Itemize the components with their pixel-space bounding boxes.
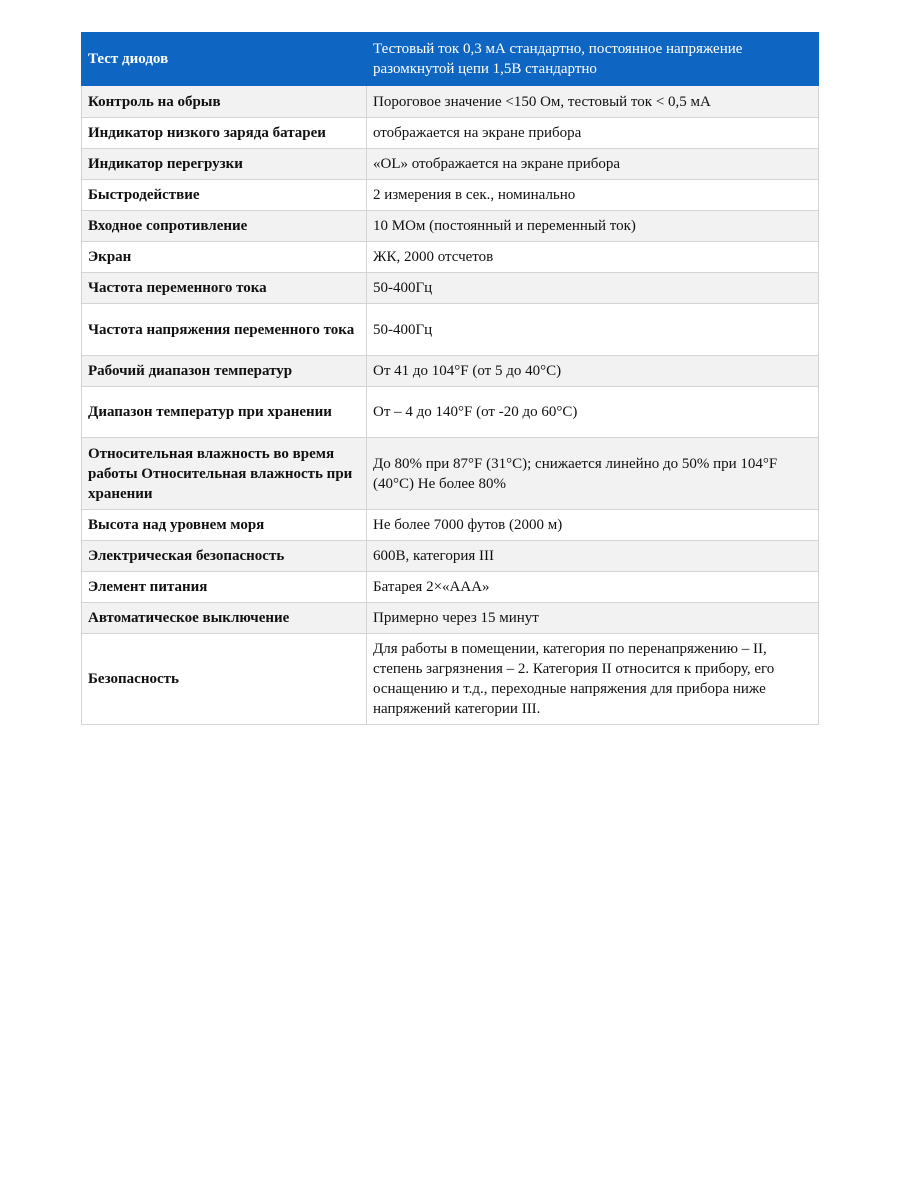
value-cell: Для работы в помещении, категория по перенапряжению – II, степень загрязнения – 2. Категория II относится к прибору, его оснащению и т.д., переходные напряжения для прибора ниже напряжений категории III. [367, 634, 819, 725]
table-row [82, 634, 819, 725]
value-cell: Батарея 2×«AAA» [367, 572, 819, 603]
parameter-cell: Входное сопротивление [82, 211, 367, 242]
parameter-cell: Экран [82, 242, 367, 273]
value-cell: От 41 до 104°F (от 5 до 40°C) [367, 356, 819, 387]
header-value-cell: Тестовый ток 0,3 мА стандартно, постоянное напряжение разомкнутой цепи 1,5В стандартно [367, 33, 819, 86]
parameter-cell: Индикатор низкого заряда батареи [82, 118, 367, 149]
table-row [82, 304, 819, 356]
value-cell: «OL» отображается на экране прибора [367, 149, 819, 180]
value-cell: До 80% при 87°F (31°C); снижается линейно до 50% при 104°F (40°C) Не более 80% [367, 438, 819, 510]
parameter-cell: Быстродействие [82, 180, 367, 211]
value-cell: 10 МОм (постоянный и переменный ток) [367, 211, 819, 242]
parameter-cell: Частота переменного тока [82, 273, 367, 304]
value-cell: Примерно через 15 минут [367, 603, 819, 634]
value-cell: 50-400Гц [367, 273, 819, 304]
value-cell: ЖК, 2000 отсчетов [367, 242, 819, 273]
parameter-cell: Относительная влажность во время работы Относительная влажность при хранении [82, 438, 367, 510]
parameter-cell: Высота над уровнем моря [82, 510, 367, 541]
value-cell: отображается на экране прибора [367, 118, 819, 149]
table-row [82, 541, 819, 572]
value-cell: 2 измерения в сек., номинально [367, 180, 819, 211]
value-cell: 50-400Гц [367, 304, 819, 356]
value-cell: Пороговое значение <150 Ом, тестовый ток < 0,5 мА [367, 86, 819, 118]
table-header-row [82, 33, 819, 86]
table-row [82, 118, 819, 149]
parameter-cell: Диапазон температур при хранении [82, 387, 367, 438]
parameter-cell: Автоматическое выключение [82, 603, 367, 634]
table-row [82, 387, 819, 438]
table-row [82, 211, 819, 242]
parameter-cell: Частота напряжения переменного тока [82, 304, 367, 356]
parameter-cell: Электрическая безопасность [82, 541, 367, 572]
value-cell: От – 4 до 140°F (от -20 до 60°C) [367, 387, 819, 438]
header-parameter-cell: Тест диодов [82, 33, 367, 86]
value-cell: 600В, категория III [367, 541, 819, 572]
table-row [82, 603, 819, 634]
table-row [82, 180, 819, 211]
parameter-cell: Индикатор перегрузки [82, 149, 367, 180]
table-row [82, 356, 819, 387]
table-row [82, 510, 819, 541]
table-row [82, 242, 819, 273]
parameter-cell: Рабочий диапазон температур [82, 356, 367, 387]
parameter-cell: Безопасность [82, 634, 367, 725]
parameter-cell: Элемент питания [82, 572, 367, 603]
specifications-table [81, 32, 819, 725]
table-row [82, 438, 819, 510]
table-row [82, 572, 819, 603]
value-cell: Не более 7000 футов (2000 м) [367, 510, 819, 541]
parameter-cell: Контроль на обрыв [82, 86, 367, 118]
table-row [82, 149, 819, 180]
table-row [82, 86, 819, 118]
table-row [82, 273, 819, 304]
